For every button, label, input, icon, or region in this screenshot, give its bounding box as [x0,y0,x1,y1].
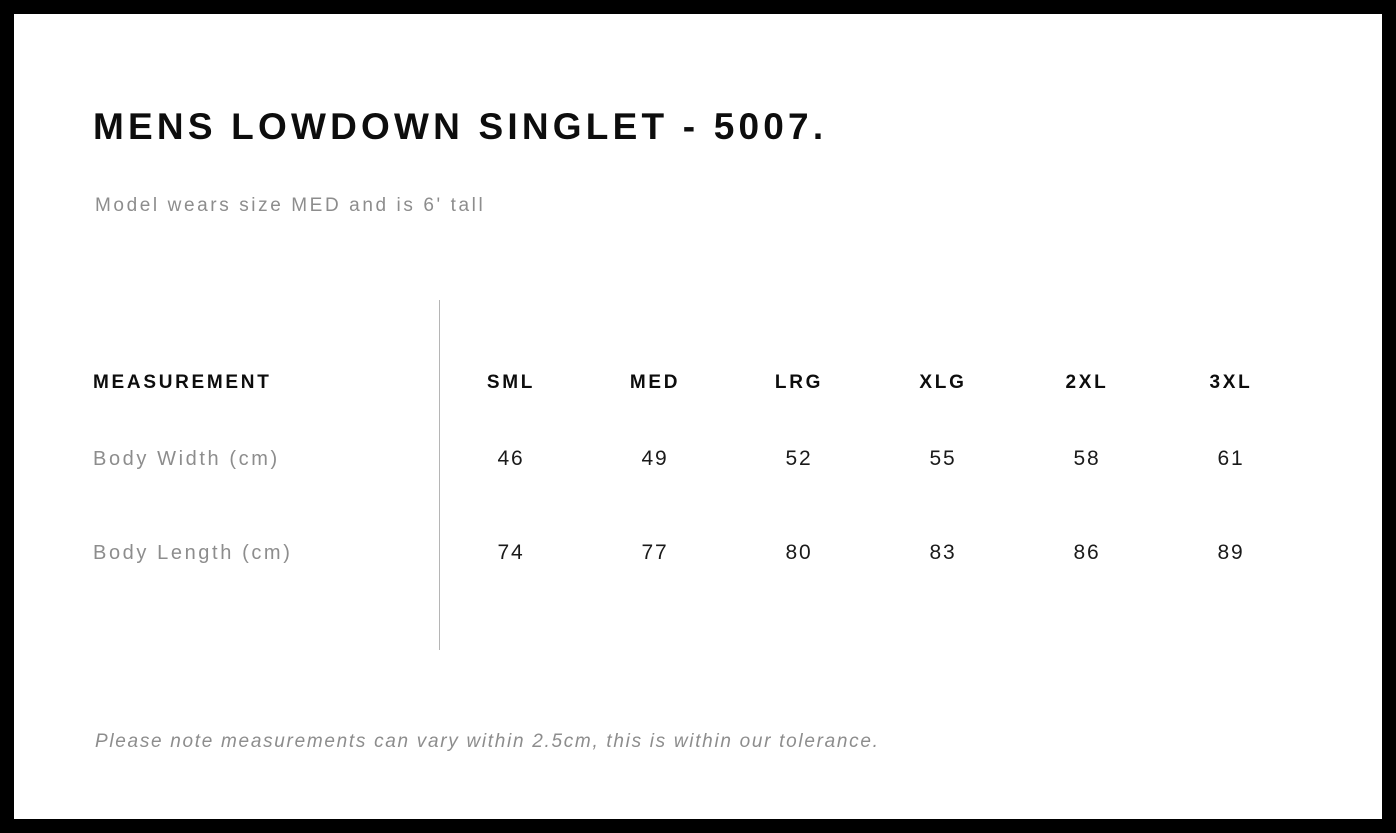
cell-body-width-xlg: 55 [929,447,957,470]
column-header-med: MED [629,372,681,393]
column-header-2xl: 2XL [1065,372,1109,393]
content-area [93,14,1342,819]
cell-body-width-med: 49 [641,447,669,470]
size-table-head [93,354,1303,412]
column-header-xlg: XLG [919,372,967,393]
table-row [93,506,1303,600]
size-table-body [93,412,1303,600]
column-header-lrg: LRG [774,372,824,393]
cell-body-width-lrg: 52 [785,447,813,470]
model-info-text: Model wears size MED and is 6' tall [95,195,486,216]
cell-body-width-sml: 46 [497,447,525,470]
tolerance-note: Please note measurements can vary within 2.5cm, this is within our tolerance. [95,731,880,752]
page-title: MENS LOWDOWN SINGLET - 5007. [93,106,828,147]
cell-body-length-2xl: 86 [1073,541,1101,564]
size-chart-page [14,14,1382,819]
cell-body-width-3xl: 61 [1217,447,1245,470]
table-row [93,412,1303,506]
cell-body-length-3xl: 89 [1217,541,1245,564]
cell-body-length-xlg: 83 [929,541,957,564]
cell-body-width-2xl: 58 [1073,447,1101,470]
table-header-row [93,354,1303,412]
cell-body-length-sml: 74 [497,541,525,564]
column-header-measurement: MEASUREMENT [93,372,272,393]
cell-body-length-lrg: 80 [785,541,813,564]
column-header-3xl: 3XL [1209,372,1253,393]
cell-body-length-med: 77 [641,541,669,564]
column-header-sml: SML [486,372,536,393]
row-label-body-width: Body Width (cm) [93,447,280,470]
size-table [93,354,1303,600]
row-label-body-length: Body Length (cm) [93,541,293,564]
